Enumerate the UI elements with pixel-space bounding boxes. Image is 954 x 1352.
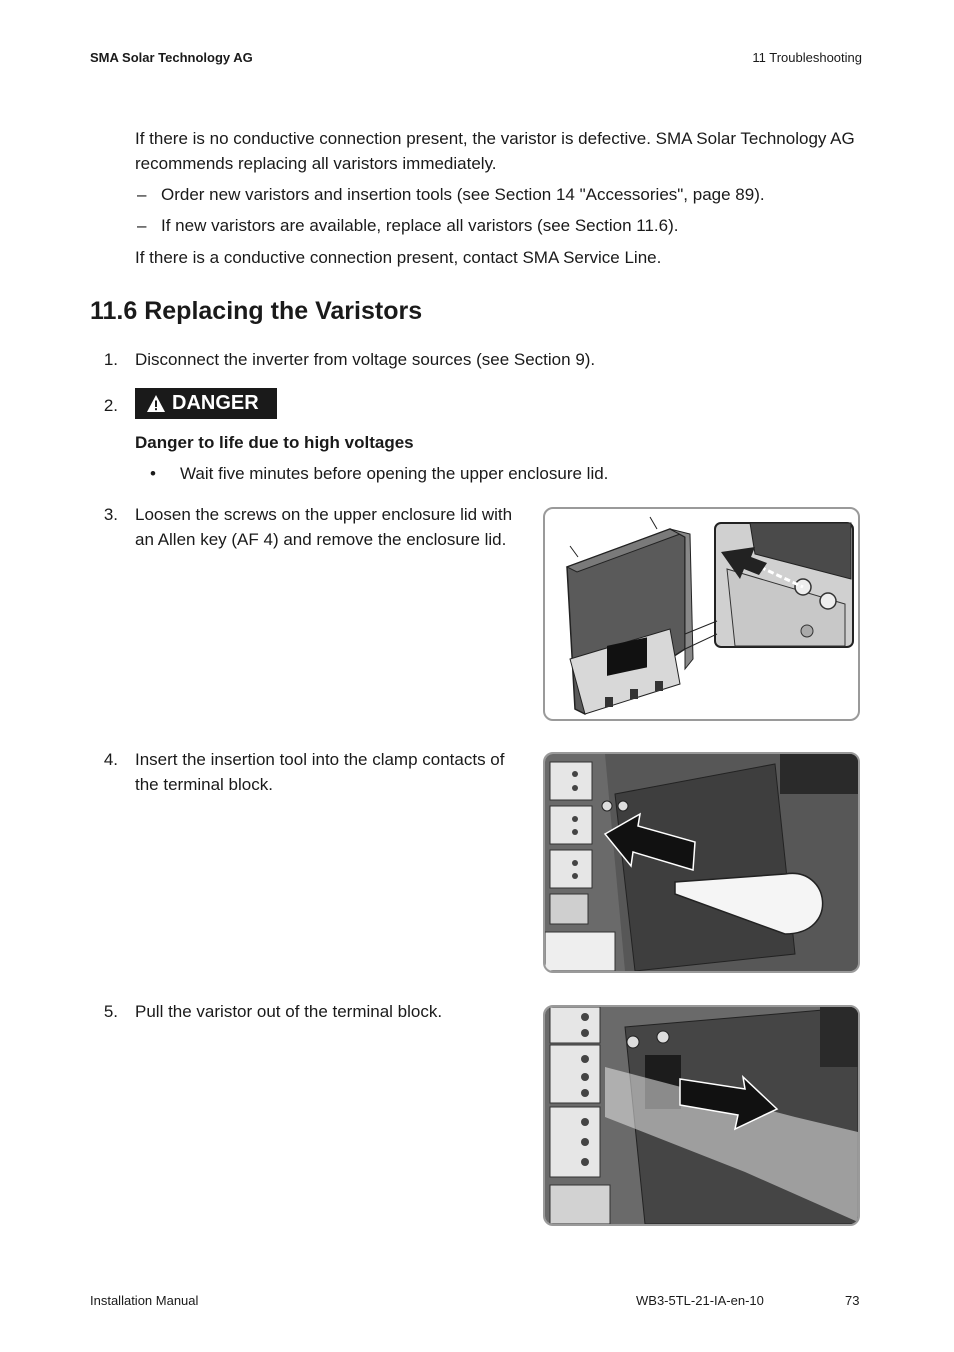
danger-bullet: Wait five minutes before opening the upper enclosure lid. xyxy=(180,464,609,483)
intro-contact-paragraph: If there is a conductive connection present, contact SMA Service Line. xyxy=(135,248,662,267)
header-section: 11 Troubleshooting xyxy=(752,50,862,65)
warning-icon xyxy=(146,394,166,414)
figure-insert-insertion-tool xyxy=(543,752,860,973)
step-text: Pull the varistor out of the terminal block. xyxy=(135,1002,443,1021)
insertion-tool-illustration xyxy=(545,754,858,971)
bullet-dash: – xyxy=(137,216,147,235)
step-number: 3. xyxy=(103,505,118,524)
bullet-dot: • xyxy=(150,464,156,483)
step-number: 1. xyxy=(103,350,118,369)
step-number: 4. xyxy=(103,750,118,769)
bullet-dash: – xyxy=(137,185,147,204)
inverter-illustration xyxy=(545,509,858,719)
header-company: SMA Solar Technology AG xyxy=(90,50,253,65)
step-number: 2. xyxy=(103,396,118,415)
intro-paragraph: If there is no conductive connection present, the varistor is defective. SMA Solar Technology AG recommends replacing all varistors immediately. xyxy=(135,129,855,173)
footer-doc-id: WB3-5TL-21-IA-en-10 xyxy=(636,1293,764,1308)
figure-remove-enclosure-lid xyxy=(543,507,860,721)
step-number: 5. xyxy=(103,1002,118,1021)
section-title: 11.6 Replacing the Varistors xyxy=(90,297,423,325)
step-text: Loosen the screws on the upper enclosure lid with an Allen key (AF 4) and remove the enclosure lid. xyxy=(135,505,513,549)
step-text: Insert the insertion tool into the clamp contacts of the terminal block. xyxy=(135,750,505,794)
danger-label xyxy=(135,388,277,419)
danger-text: DANGER xyxy=(172,392,259,414)
bullet-order-varistors: Order new varistors and insertion tools (see Section 14 "Accessories", page 89). xyxy=(161,185,765,204)
varistor-removal-illustration xyxy=(545,1007,858,1224)
bullet-replace-varistors: If new varistors are available, replace all varistors (see Section 11.6). xyxy=(161,216,679,235)
danger-heading: Danger to life due to high voltages xyxy=(135,433,414,452)
figure-pull-varistor xyxy=(543,1005,860,1226)
step-text: Disconnect the inverter from voltage sources (see Section 9). xyxy=(135,350,596,369)
page-number: 73 xyxy=(845,1293,860,1308)
footer-manual: Installation Manual xyxy=(90,1293,199,1308)
